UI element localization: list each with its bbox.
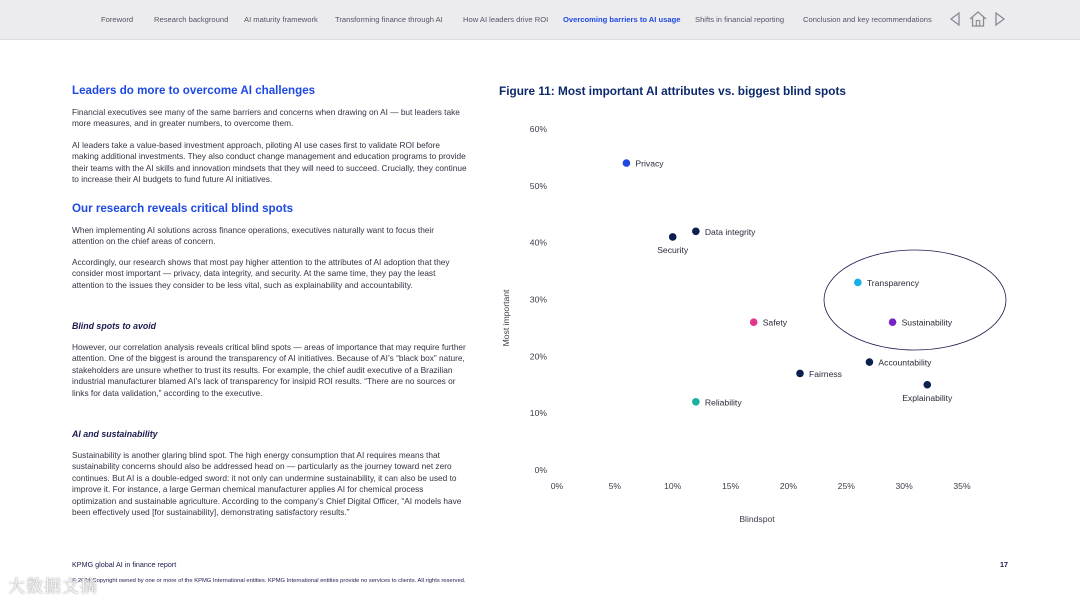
point-label: Data integrity bbox=[704, 226, 756, 237]
point-data-integrity bbox=[692, 228, 700, 236]
x-tick-label: 5% bbox=[608, 481, 622, 491]
y-tick-label: 0% bbox=[534, 465, 547, 475]
highlight-ellipse bbox=[824, 250, 1006, 350]
heading-leaders-overcome: Leaders do more to overcome AI challenges bbox=[72, 84, 316, 97]
point-label: Accountability bbox=[878, 357, 932, 368]
point-label: Fairness bbox=[809, 368, 842, 379]
y-tick-label: 40% bbox=[529, 237, 547, 248]
nav-item-research-background[interactable]: Research background bbox=[154, 15, 229, 24]
point-fairness bbox=[796, 370, 804, 378]
point-label: Security bbox=[657, 244, 689, 255]
point-security bbox=[669, 233, 677, 241]
y-axis-title: Most important bbox=[501, 289, 511, 347]
paragraph-correlation: However, our correlation analysis reveals critical blind spots — areas of importance that may require further attention. One of the biggest is around the transparency of AI initiatives. Because of AI’s “black box” nature, stakeholders are unsure whether to trust its results. For example, the chief audit executive of a Brazilian industrial manufacturer blamed AI’s lack of transparency for insipid ROI results. “There are no sources or links for data validation,” according to the executive. bbox=[72, 342, 466, 398]
point-reliability bbox=[692, 398, 700, 406]
point-privacy bbox=[623, 159, 631, 167]
point-label: Safety bbox=[762, 317, 788, 328]
y-tick-label: 20% bbox=[529, 351, 547, 362]
paragraph-research-shows: Accordingly, our research shows that most pay higher attention to the attributes of AI adoption that they consider most important — privacy, data integrity, and security. At the same time, they pay the least attention to the issues they consider to be less vital, such as explainability and accountability. bbox=[72, 257, 450, 290]
y-tick-label: 60% bbox=[529, 124, 547, 134]
nav-item-transforming-finance[interactable]: Transforming finance through AI bbox=[335, 15, 443, 24]
point-sustainability bbox=[889, 318, 897, 326]
x-tick-label: 25% bbox=[837, 481, 855, 491]
point-label: Transparency bbox=[866, 277, 920, 288]
footer-report-name: KPMG global AI in finance report bbox=[72, 560, 177, 569]
paragraph-intro: Financial executives see many of the same barriers and concerns when drawing on AI — but leaders take more measures, and in greater numbers, to overcome them. bbox=[72, 107, 460, 129]
point-accountability bbox=[866, 358, 874, 366]
point-safety bbox=[750, 318, 758, 326]
copyright-notice: © 2024 Copyright owned by one or more of the KPMG International entities. KPMG International entities provide no services to clients. All rights reserved. bbox=[72, 578, 466, 584]
subheading-ai-sustainability: AI and sustainability bbox=[72, 429, 158, 439]
x-tick-label: 35% bbox=[953, 481, 971, 491]
nav-item-foreword[interactable]: Foreword bbox=[101, 15, 134, 24]
paragraph-sustainability: Sustainability is another glaring blind spot. The high energy consumption that AI requires means that sustainability concerns should also be addressed head on — particularly as the journey toward net zero continues. But AI is a double-edged sword: it not only can undermine sustainability, it can also be used to improve it. For instance, a large German chemical manufacturer applies AI for chemical process optimization and sustainable agriculture. According to the company’s Chief Digital Officer, “AI models have been effectively used [for sustainability], demonstrating satisfactory results.” bbox=[72, 450, 462, 518]
x-tick-label: 0% bbox=[550, 481, 564, 491]
x-axis-title: Blindspot bbox=[739, 514, 775, 524]
y-tick-label: 30% bbox=[529, 294, 547, 305]
x-tick-label: 15% bbox=[721, 481, 740, 491]
x-tick-label: 20% bbox=[779, 481, 798, 491]
point-label: Explainability bbox=[902, 392, 953, 403]
nav-item-conclusion[interactable]: Conclusion and key recommendations bbox=[803, 15, 932, 24]
nav-item-ai-leaders-roi[interactable]: How AI leaders drive ROI bbox=[463, 15, 549, 24]
paragraph-ai-leaders: AI leaders take a value-based investment approach, piloting AI use cases first to validate ROI before making additional investments. They also conduct change management and education programs to provide their teams with the AI skills and innovation mindsets that they will need to succeed. Crucially, they continue to increase their AI budgets to fund future AI initiatives. bbox=[72, 140, 467, 185]
page-number: 17 bbox=[1000, 560, 1008, 569]
paragraph-implementing: When implementing AI solutions across finance operations, executives naturally want to focus their attention on the chief areas of concern. bbox=[72, 225, 435, 247]
x-tick-label: 10% bbox=[664, 481, 682, 491]
watermark: 大数据文摘 bbox=[8, 577, 98, 596]
subheading-blind-spots-to-avoid: Blind spots to avoid bbox=[72, 321, 157, 331]
figure-title: Figure 11: Most important AI attributes vs. biggest blind spots bbox=[499, 84, 846, 98]
nav-item-ai-maturity-framework[interactable]: AI maturity framework bbox=[244, 15, 318, 24]
point-label: Privacy bbox=[635, 158, 664, 169]
x-tick-label: 30% bbox=[895, 481, 913, 491]
point-label: Reliability bbox=[704, 397, 742, 408]
y-tick-label: 10% bbox=[529, 408, 547, 419]
nav-item-overcoming-barriers[interactable]: Overcoming barriers to AI usage bbox=[563, 15, 681, 24]
point-explainability bbox=[923, 381, 931, 389]
point-transparency bbox=[854, 279, 862, 287]
heading-blind-spots: Our research reveals critical blind spots bbox=[72, 202, 294, 215]
point-label: Sustainability bbox=[901, 317, 953, 328]
y-tick-label: 50% bbox=[529, 180, 547, 191]
nav-item-shifts-financial-reporting[interactable]: Shifts in financial reporting bbox=[695, 15, 785, 24]
